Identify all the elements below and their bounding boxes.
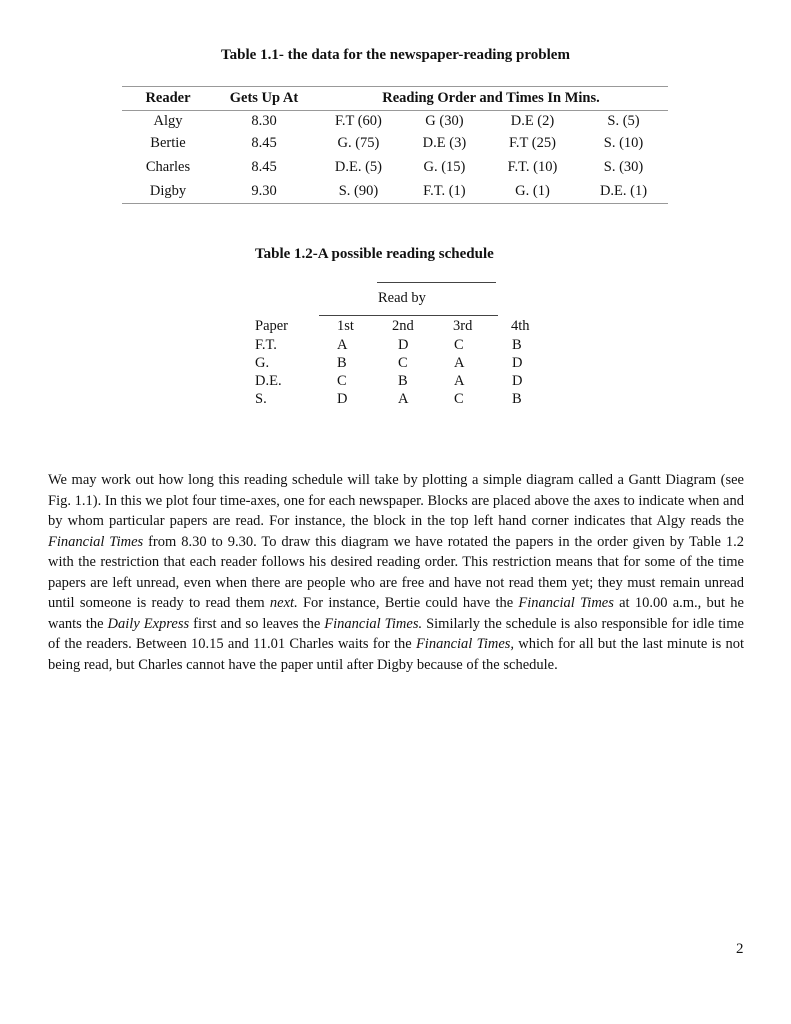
cell-order-4: D.E. (1) bbox=[599, 182, 648, 199]
cell-reader: Charles bbox=[145, 158, 191, 175]
text-run: first and so leaves the bbox=[189, 615, 325, 632]
cell-order-2: G. (15) bbox=[423, 158, 466, 175]
cell-order-1: D.E. (5) bbox=[334, 158, 382, 175]
cell-4th: B bbox=[512, 391, 522, 407]
cell-order-2: G (30) bbox=[425, 112, 464, 129]
cell-order-1: G. (75) bbox=[337, 134, 380, 151]
text-run: at 10.00 a.m., but he wants the bbox=[48, 595, 744, 632]
cell-1st: A bbox=[337, 337, 348, 353]
cell-reader: Bertie bbox=[150, 134, 186, 151]
cell-gets-up: 8.45 bbox=[251, 134, 277, 151]
cell-order-2: D.E (3) bbox=[422, 134, 467, 151]
header-reading-order: Reading Order and Times In Mins. bbox=[314, 87, 668, 111]
cell-paper: F.T. bbox=[255, 337, 277, 353]
cell-3rd: C bbox=[454, 337, 464, 353]
body-paragraph bbox=[48, 470, 744, 675]
cell-order-1: F.T (60) bbox=[334, 112, 382, 129]
header-reader: Reader bbox=[122, 87, 214, 111]
table-1-1-caption: Table 1.1- the data for the newspaper-reading problem bbox=[221, 47, 570, 63]
italic-run: Financial Times bbox=[48, 533, 144, 550]
text-run: from 8.30 to 9.30. To draw this diagram we have rotated the papers in the order given by Table 1.2 with the restriction that each reader follows his desired reading order. This restriction means that for some of the time papers are left unread, even when there are people who are free and have not read them yet; they must remain unread until someone is ready to read them bbox=[48, 533, 744, 611]
cell-order-4: S. (5) bbox=[607, 112, 640, 129]
read-by-top-rule bbox=[377, 282, 496, 283]
cell-order-3: D.E (2) bbox=[510, 112, 555, 129]
text-run: Similarly the schedule is also responsible for idle time of the readers. Between 10.15 and 11.01 Charles waits for the bbox=[48, 615, 744, 652]
header-4th: 4th bbox=[511, 318, 530, 334]
cell-paper: D.E. bbox=[255, 373, 282, 389]
cell-1st: D bbox=[337, 391, 348, 407]
text-run: which for all but the last minute is not being read, but Charles cannot have the paper until after Digby because of the schedule. bbox=[48, 636, 744, 673]
cell-order-3: F.T (25) bbox=[509, 134, 556, 151]
italic-run: Financial Times bbox=[518, 595, 614, 611]
text-run: For instance, Bertie could have the bbox=[297, 595, 519, 611]
table-header-row bbox=[122, 87, 668, 111]
cell-2nd: D bbox=[398, 337, 409, 353]
italic-run: Daily Express bbox=[107, 615, 190, 632]
cell-4th: B bbox=[512, 337, 522, 353]
cell-3rd: A bbox=[454, 355, 465, 371]
read-by-bottom-rule bbox=[319, 315, 498, 316]
cell-order-3: G. (1) bbox=[515, 182, 550, 199]
cell-gets-up: 9.30 bbox=[251, 182, 277, 199]
read-by-label: Read by bbox=[378, 290, 426, 306]
header-gets-up-at: Gets Up At bbox=[214, 87, 314, 111]
cell-2nd: A bbox=[398, 391, 409, 407]
cell-order-3: F.T. (10) bbox=[507, 158, 558, 175]
text-run: We may work out how long this reading schedule will take by plotting a simple diagram called a Gantt Diagram (see Fig. 1.1). In this we plot four time-axes, one for each newspaper. Blocks are placed above the axes to indicate when and by whom particular papers are read. For instance, the block in the top left hand corner indicates that Algy reads the bbox=[48, 472, 744, 529]
cell-4th: D bbox=[512, 373, 523, 389]
cell-paper: S. bbox=[255, 391, 267, 407]
table-row bbox=[122, 155, 668, 179]
cell-reader: Digby bbox=[149, 182, 187, 199]
header-1st: 1st bbox=[337, 318, 354, 334]
table-row bbox=[122, 131, 668, 155]
cell-order-4: S. (30) bbox=[603, 158, 644, 175]
cell-order-4: S. (10) bbox=[603, 134, 644, 151]
cell-2nd: C bbox=[398, 355, 408, 371]
header-3rd: 3rd bbox=[453, 318, 473, 334]
header-2nd: 2nd bbox=[392, 318, 414, 334]
cell-3rd: C bbox=[454, 391, 464, 407]
cell-paper: G. bbox=[255, 355, 270, 371]
cell-1st: B bbox=[337, 355, 347, 371]
cell-gets-up: 8.45 bbox=[251, 158, 277, 175]
cell-1st: C bbox=[337, 373, 347, 389]
cell-2nd: B bbox=[398, 373, 408, 389]
italic-run: Financial Times, bbox=[415, 636, 515, 652]
header-paper: Paper bbox=[255, 318, 289, 334]
cell-gets-up: 8.30 bbox=[251, 112, 277, 129]
table-row bbox=[122, 111, 668, 132]
cell-3rd: A bbox=[454, 373, 465, 389]
newspaper-data-table bbox=[122, 86, 668, 204]
italic-run: next. bbox=[269, 595, 298, 611]
table-1-2-caption: Table 1.2-A possible reading schedule bbox=[255, 246, 494, 262]
italic-run: Financial Times. bbox=[324, 615, 423, 632]
cell-order-2: F.T. (1) bbox=[423, 182, 466, 199]
cell-reader: Algy bbox=[153, 112, 183, 129]
cell-4th: D bbox=[512, 355, 523, 371]
cell-order-1: S. (90) bbox=[338, 182, 379, 199]
page-number: 2 bbox=[736, 941, 744, 957]
table-row bbox=[122, 179, 668, 204]
